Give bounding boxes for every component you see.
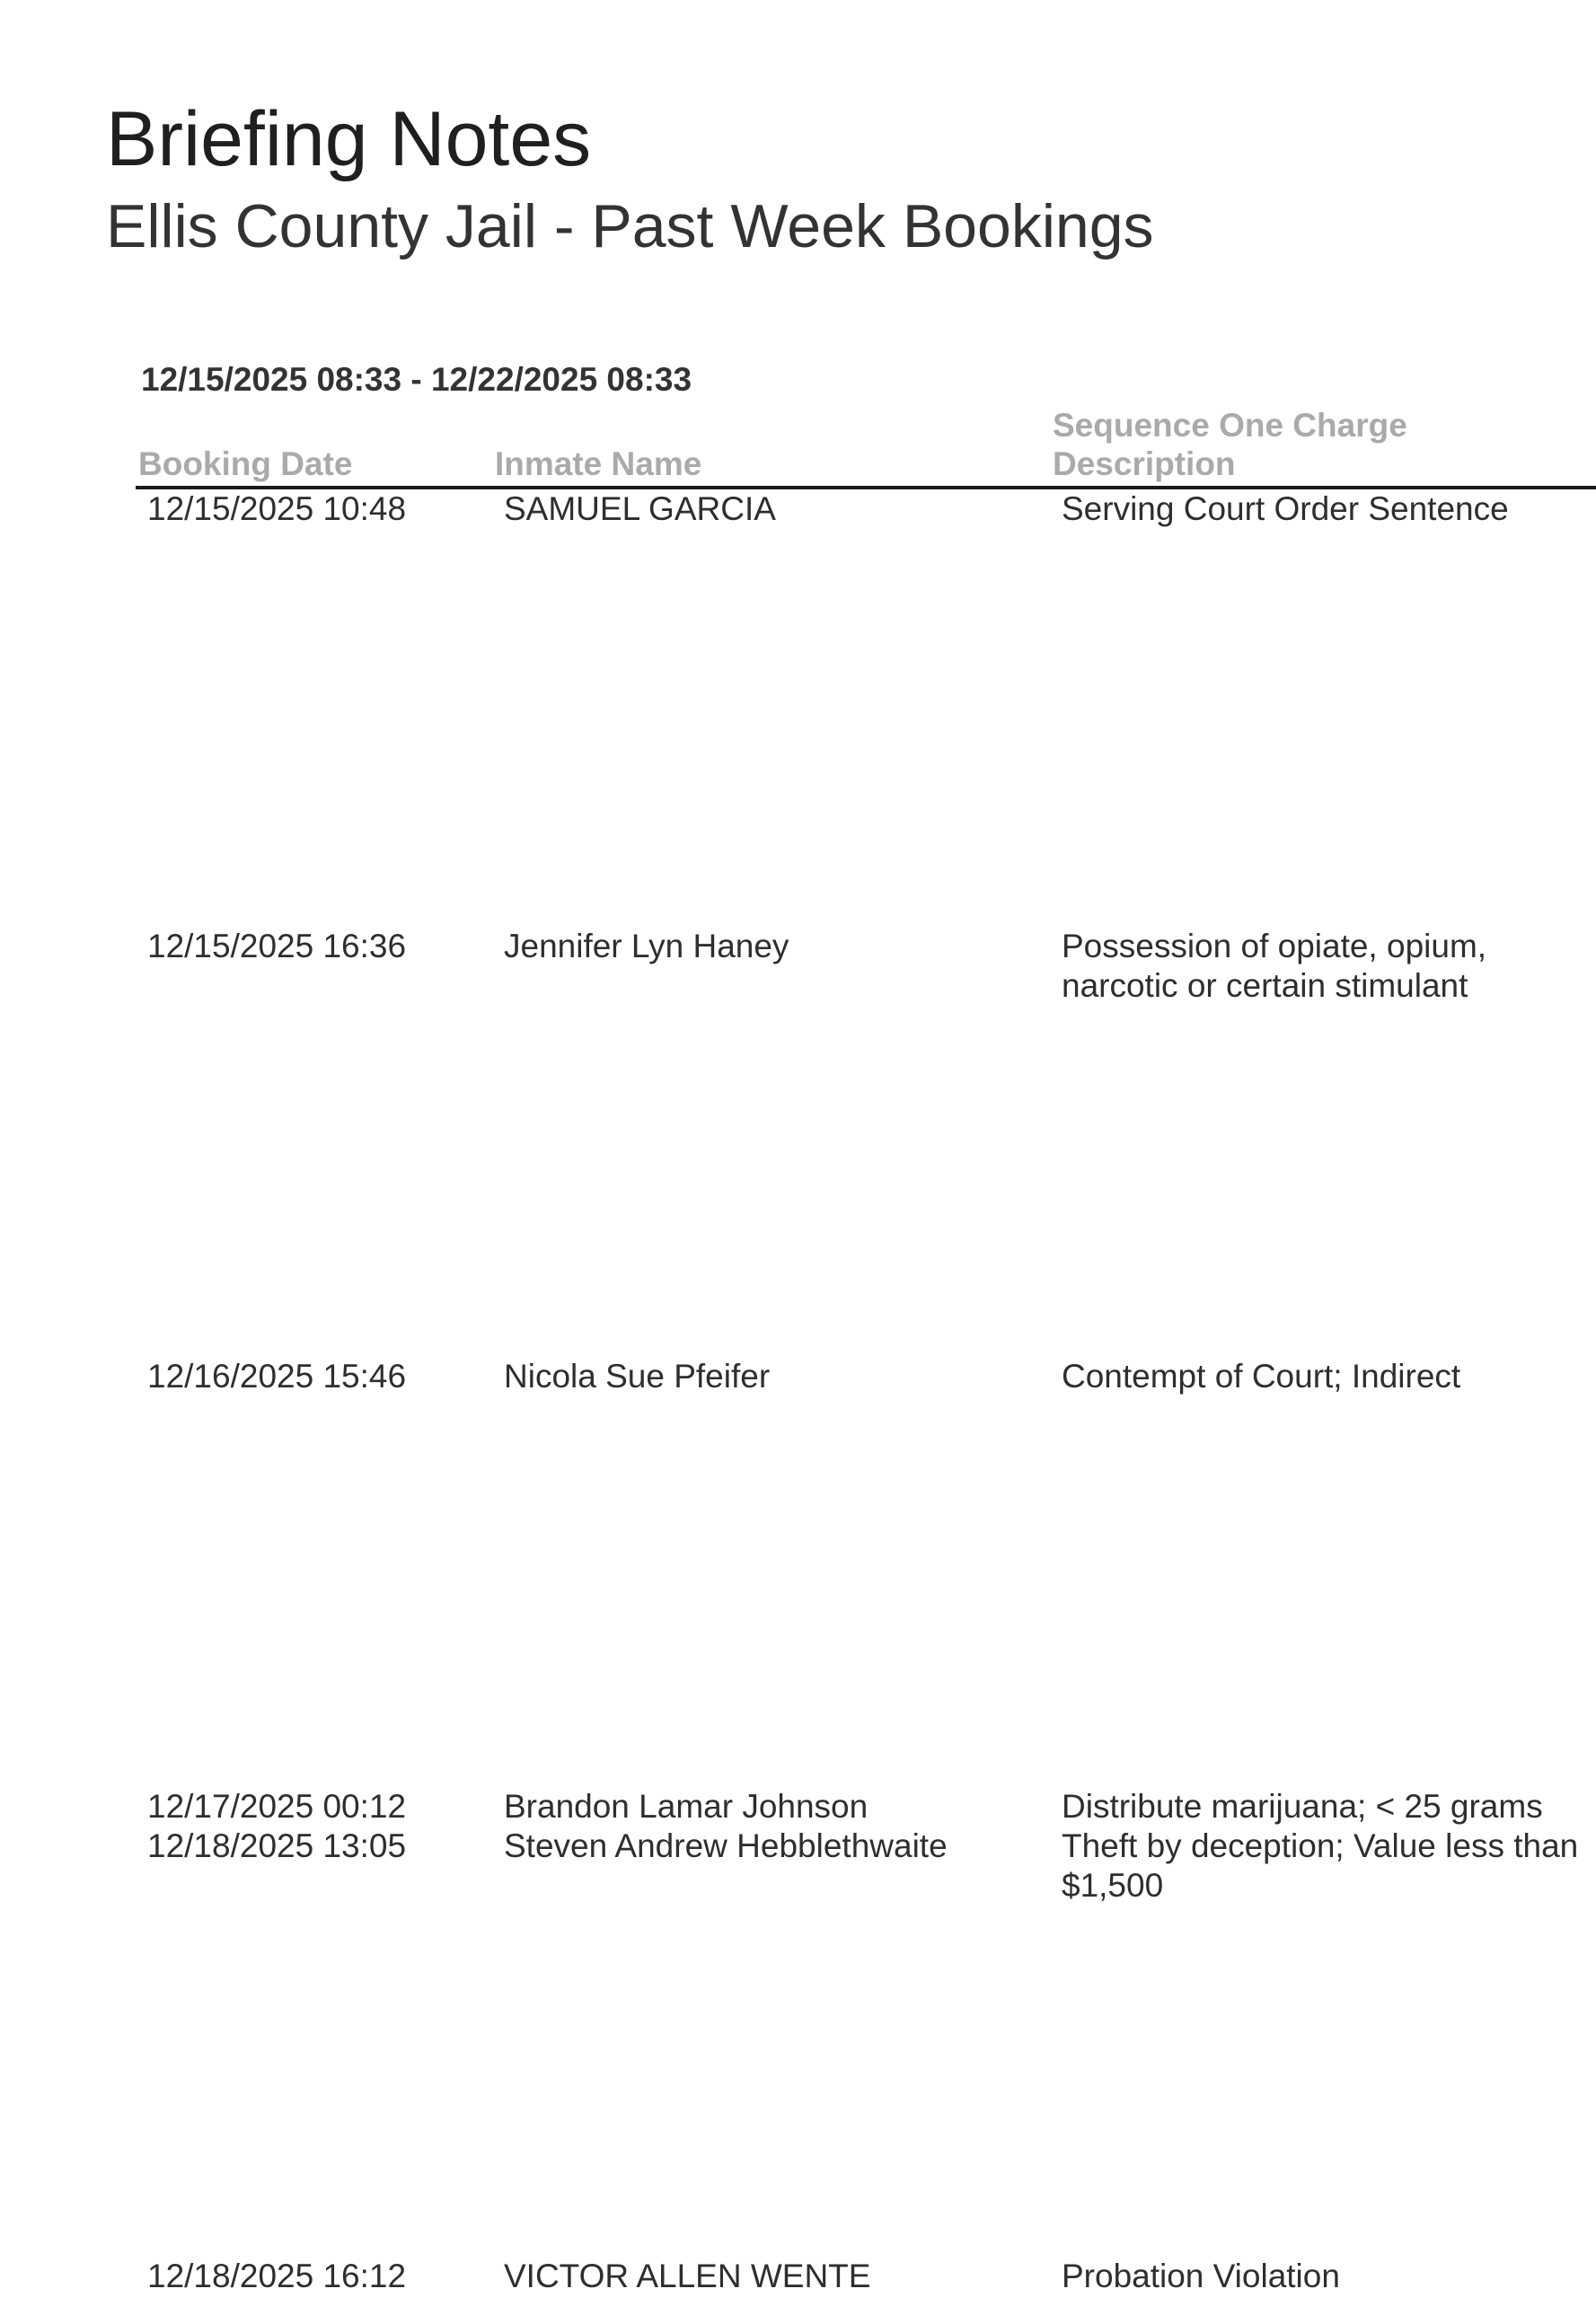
page-subtitle: Ellis County Jail - Past Week Bookings	[106, 192, 1154, 260]
booking-date-cell: 12/15/2025 10:48	[147, 490, 407, 527]
column-header-charge-line2: Description	[1053, 445, 1236, 482]
column-header-inmate-name: Inmate Name	[495, 445, 702, 482]
charge-line1: Contempt of Court; Indirect	[1062, 1358, 1461, 1395]
charge-line2: $1,500	[1062, 1867, 1164, 1904]
page-title: Briefing Notes	[106, 96, 592, 182]
charge-line1: Distribute marijuana; < 25 grams	[1062, 1788, 1543, 1825]
column-header-charge-description	[1053, 406, 1407, 483]
charge-line1: Probation Violation	[1062, 2258, 1340, 2294]
booking-date-cell: 12/17/2025 00:12	[147, 1788, 407, 1825]
charge-line1: Theft by deception; Value less than	[1062, 1827, 1579, 1864]
booking-date-cell: 12/18/2025 13:05	[147, 1827, 407, 1864]
inmate-name-cell: Jennifer Lyn Haney	[504, 928, 789, 964]
charge-description-cell	[1062, 1787, 1543, 1827]
inmate-name-cell: VICTOR ALLEN WENTE	[504, 2258, 871, 2294]
charge-description-cell	[1062, 927, 1486, 1006]
charge-description-cell	[1062, 2257, 1340, 2296]
charge-line2: narcotic or certain stimulant	[1062, 967, 1468, 1004]
charge-line1: Serving Court Order Sentence	[1062, 490, 1509, 527]
booking-date-cell: 12/16/2025 15:46	[147, 1358, 407, 1395]
date-range: 12/15/2025 08:33 - 12/22/2025 08:33	[141, 361, 692, 398]
booking-date-cell: 12/18/2025 16:12	[147, 2258, 407, 2294]
column-header-booking-date: Booking Date	[138, 445, 353, 482]
inmate-name-cell: Steven Andrew Hebblethwaite	[504, 1827, 948, 1864]
inmate-name-cell: Nicola Sue Pfeifer	[504, 1358, 771, 1395]
charge-description-cell	[1062, 1357, 1460, 1396]
charge-line1: Possession of opiate, opium,	[1062, 928, 1487, 964]
column-header-charge-line1: Sequence One Charge	[1053, 407, 1407, 444]
charge-description-cell	[1062, 1827, 1578, 1906]
charge-description-cell	[1062, 489, 1509, 529]
booking-date-cell: 12/15/2025 16:36	[147, 928, 407, 964]
inmate-name-cell: Brandon Lamar Johnson	[504, 1788, 869, 1825]
inmate-name-cell: SAMUEL GARCIA	[504, 490, 776, 527]
